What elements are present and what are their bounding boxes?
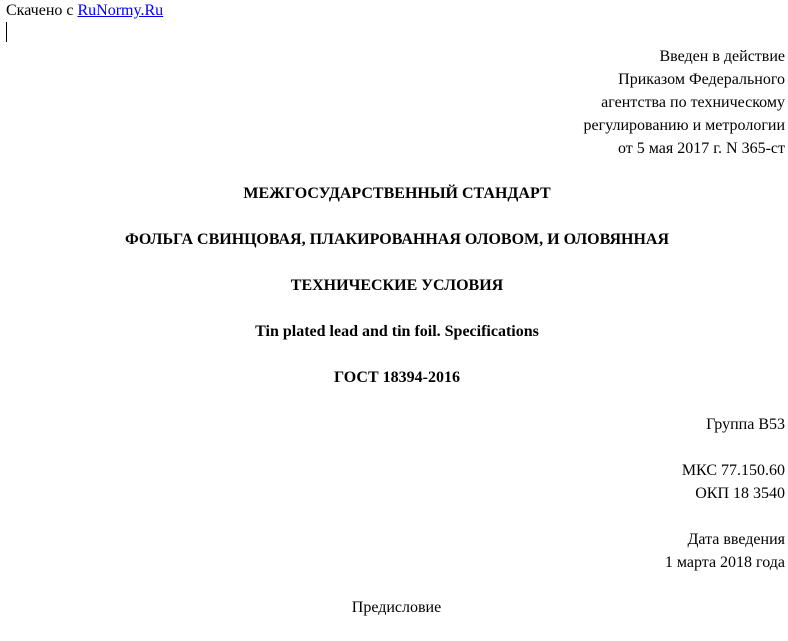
- document-title-ru: ФОЛЬГА СВИНЦОВАЯ, ПЛАКИРОВАННАЯ ОЛОВОМ, И ОЛОВЯННАЯ: [124, 231, 670, 248]
- enactment-line: от 5 мая 2017 г. N 365-ст: [618, 140, 785, 157]
- source-line: [6, 2, 163, 20]
- source-link[interactable]: RuNormy.Ru: [77, 2, 164, 19]
- enactment-line: Приказом Федерального: [618, 71, 785, 88]
- document-title-en: Tin plated lead and tin foil. Specifications: [255, 323, 539, 340]
- okp-code: ОКП 18 3540: [695, 485, 785, 502]
- effective-date-block: [665, 528, 785, 574]
- enactment-block: [584, 45, 785, 160]
- group-block: [706, 413, 785, 436]
- gost-code: ГОСТ 18394-2016: [334, 369, 460, 386]
- standard-type-heading: МЕЖГОСУДАРСТВЕННЫЙ СТАНДАРТ: [243, 185, 551, 202]
- enactment-line: Введен в действие: [659, 48, 785, 65]
- effective-date-label: Дата введения: [687, 531, 785, 548]
- source-prefix: Скачено с: [6, 2, 78, 19]
- classification-codes: [682, 459, 785, 505]
- group-code: Группа В53: [706, 416, 785, 433]
- effective-date-value: 1 марта 2018 года: [664, 554, 785, 571]
- enactment-line: регулированию и метрологии: [583, 117, 785, 134]
- preface-heading: Предисловие: [351, 599, 442, 616]
- mks-code: МКС 77.150.60: [681, 462, 785, 479]
- document-subtitle-ru: ТЕХНИЧЕСКИЕ УСЛОВИЯ: [290, 277, 504, 294]
- enactment-line: агентства по техническому: [601, 94, 785, 111]
- text-cursor: [6, 22, 7, 42]
